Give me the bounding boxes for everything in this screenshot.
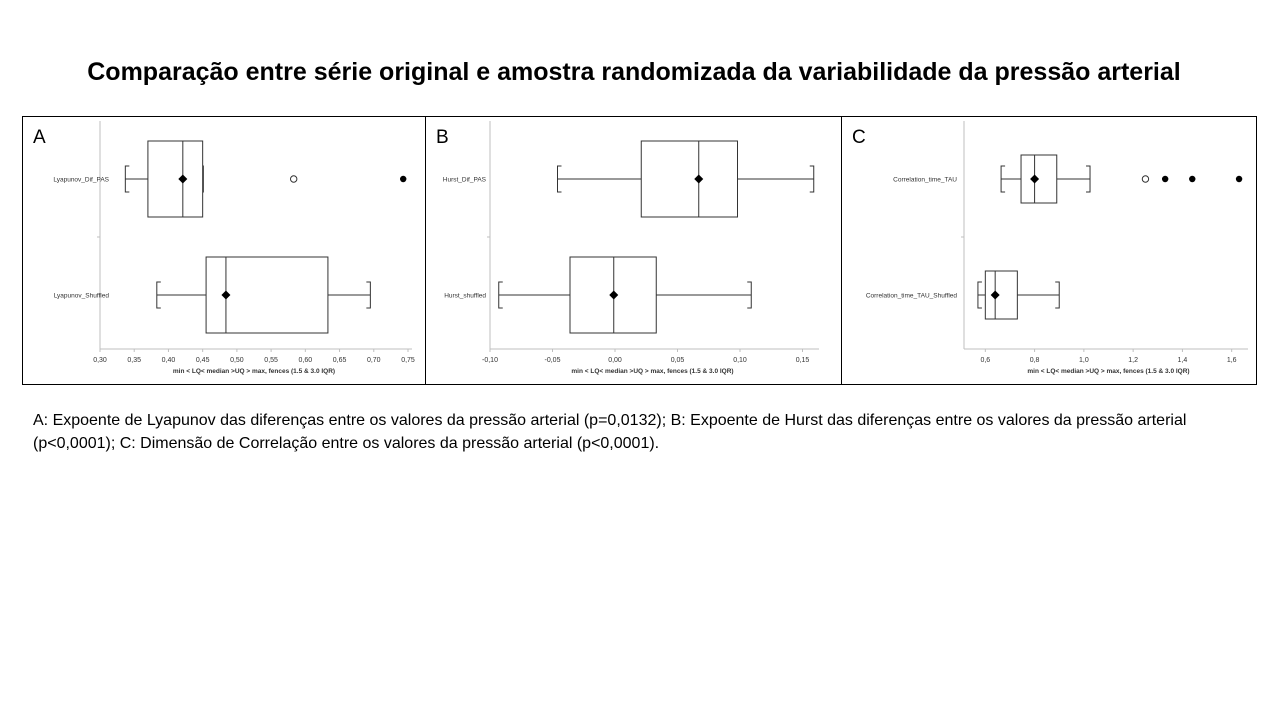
series-label: Hurst_Dif_PAS: [442, 176, 486, 184]
x-tick-label: 0,70: [366, 357, 381, 364]
x-tick-label: 0,60: [298, 357, 313, 364]
x-tick-label: -0,05: [544, 357, 561, 364]
x-tick-label: 1,2: [1128, 357, 1139, 364]
x-tick-label: 0,00: [608, 357, 622, 364]
x-axis-label: min < LQ< median >UQ > max, fences (1.5 & 3.0 IQR): [1027, 368, 1190, 375]
series-label: Lyapunov_Shuffled: [53, 292, 109, 300]
mild-outlier: [1142, 176, 1148, 182]
mild-outlier: [290, 176, 296, 182]
x-tick-label: 0,45: [195, 357, 210, 364]
x-tick-label: 1,0: [1078, 357, 1089, 364]
x-tick-label: 0,30: [93, 357, 107, 364]
charts-frame: [22, 116, 1257, 385]
x-tick-label: 1,4: [1177, 357, 1188, 364]
figure-caption: A: Expoente de Lyapunov das diferenças entre os valores da pressão arterial (p=0,0132); B: Expoente de Hurst das diferenças entre os valores da pressão arterial (p<0,0001); C: Dimensão de Correlação entre os valores da pressão arterial (p<0,0001).: [33, 412, 1187, 452]
extreme-outlier: [1162, 176, 1168, 182]
extreme-outlier: [1236, 176, 1242, 182]
panel-b: [425, 117, 842, 384]
extreme-outlier: [1189, 176, 1195, 182]
x-tick-label: 0,05: [670, 357, 685, 364]
x-tick-label: 0,75: [401, 357, 415, 364]
series-label: Lyapunov_Dif_PAS: [53, 176, 109, 184]
panel-a: [23, 117, 425, 384]
chart-a-boxplot: [23, 117, 425, 384]
x-tick-label: 0,15: [795, 357, 810, 364]
x-tick-label: 0,6: [980, 357, 991, 364]
x-tick-label: 0,40: [161, 357, 176, 364]
extreme-outlier: [400, 176, 406, 182]
series-label: Hurst_shuffled: [444, 292, 486, 300]
slide-title: Comparação entre série original e amostra randomizada da variabilidade da pressão arterial: [87, 58, 1181, 86]
x-tick-label: 0,55: [264, 357, 278, 364]
box: [148, 141, 203, 217]
panel-b-letter: B: [436, 127, 449, 148]
chart-b-boxplot: [426, 117, 842, 384]
x-axis-label: min < LQ< median >UQ > max, fences (1.5 & 3.0 IQR): [172, 368, 336, 375]
panel-a-letter: A: [33, 127, 46, 148]
x-tick-label: 0,8: [1029, 357, 1040, 364]
series-label: Correlation_time_TAU: [893, 176, 957, 184]
series-label: Correlation_time_TAU_Shuffled: [865, 292, 957, 300]
x-tick-label: 0,35: [127, 357, 142, 364]
x-axis-label: min < LQ< median >UQ > max, fences (1.5 & 3.0 IQR): [571, 368, 734, 375]
x-tick-label: 0,10: [733, 357, 747, 364]
box: [641, 141, 737, 217]
panel-c: [841, 117, 1257, 384]
chart-c-boxplot: [842, 117, 1257, 384]
x-tick-label: 1,6: [1226, 357, 1237, 364]
x-tick-label: -0,10: [482, 357, 498, 364]
box: [985, 271, 1017, 319]
x-tick-label: 0,50: [230, 357, 244, 364]
x-tick-label: 0,65: [332, 357, 347, 364]
panel-c-letter: C: [852, 127, 866, 148]
